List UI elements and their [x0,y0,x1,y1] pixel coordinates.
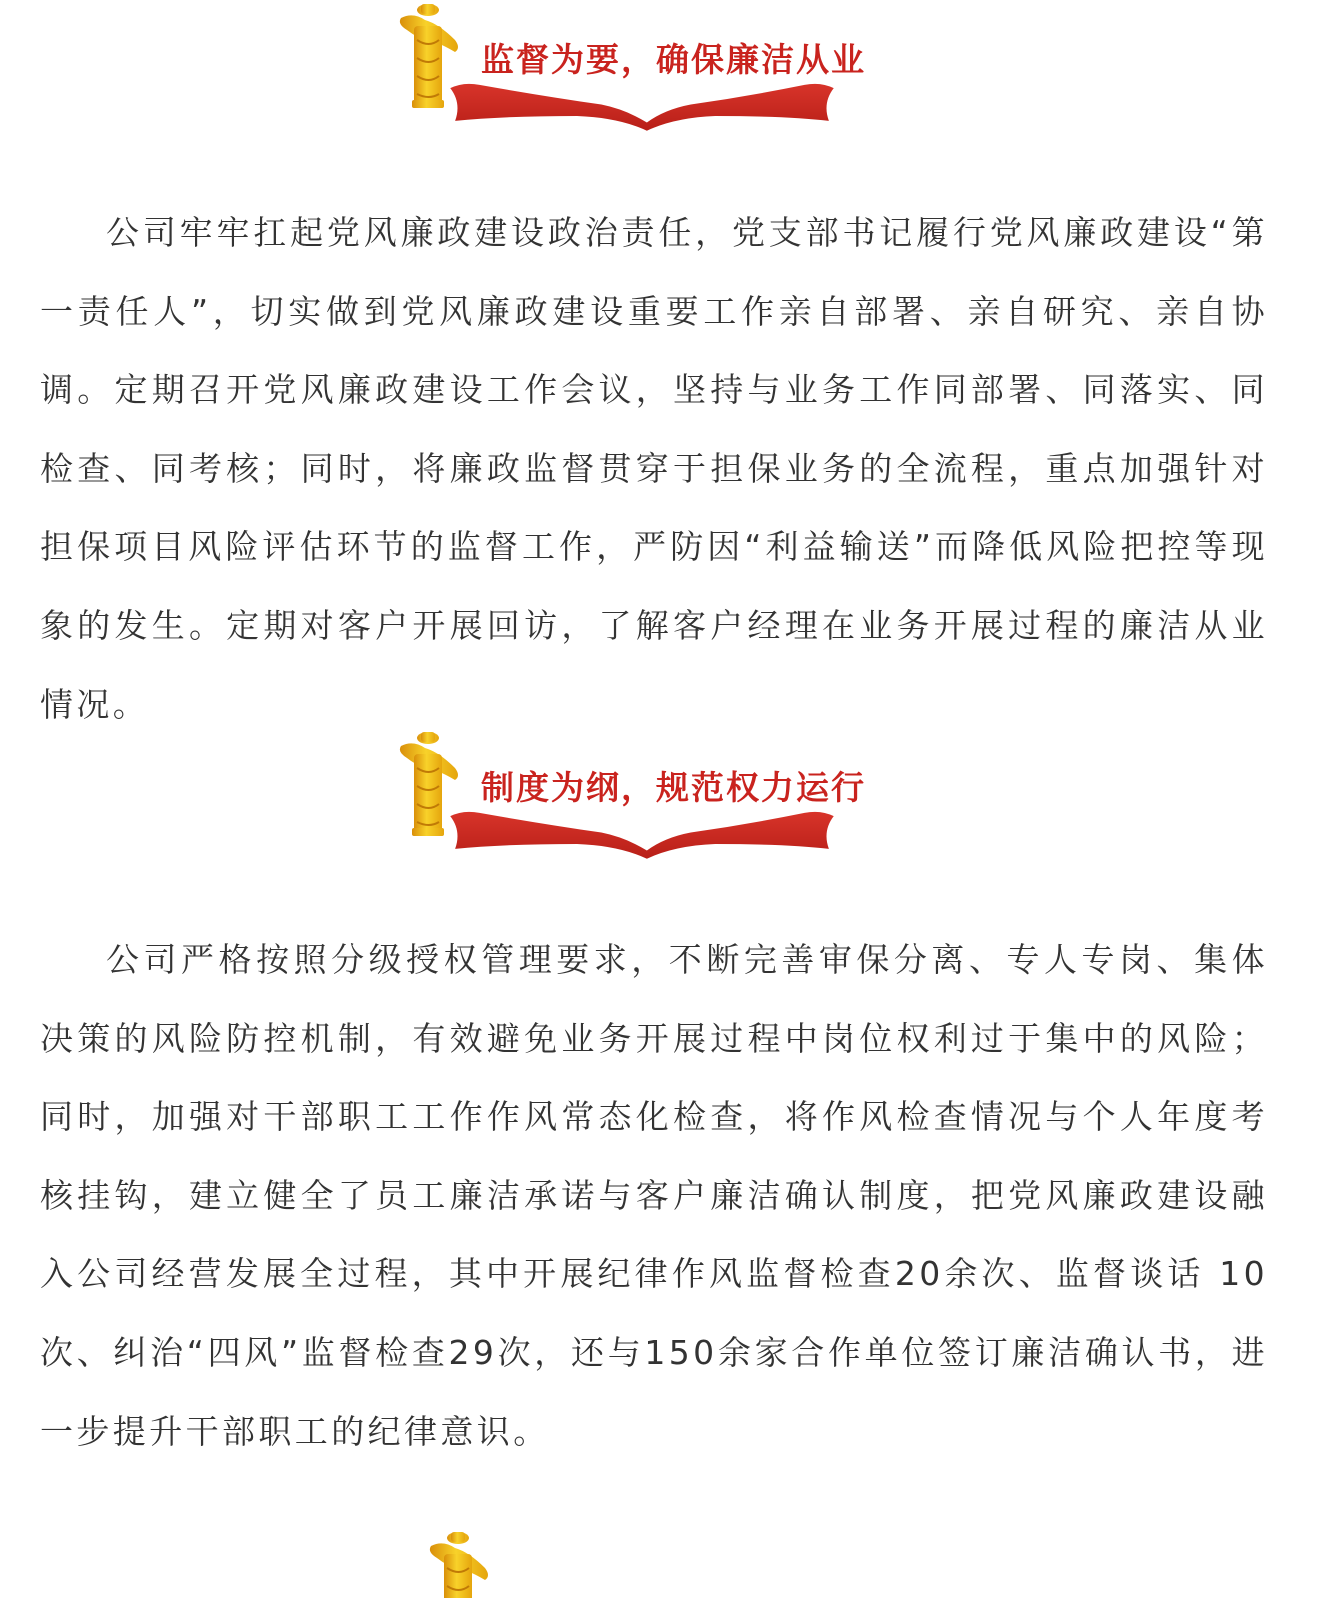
section-title: 制度为纲，规范权力运行 [481,768,866,807]
section-title: 监督为要，确保廉洁从业 [481,40,866,79]
section-paragraph: 公司严格按照分级授权管理要求，不断完善审保分离、专人专岗、集体决策的风险防控机制，有效避免业务开展过程中岗位权利过于集中的风险；同时，加强对干部职工工作作风常态化检查，将作风检查情况与个人年度考核挂钩，建立健全了员工廉洁承诺与客户廉洁确认制度，把党风廉政建设融入公司经营发展全过程，其中开展纪律作风监督检查20余次、监督谈话 10次、纠治“四风”监督检查29次，还与150余家合作单位签订廉洁确认书，进一步提升干部职工的纪律意识。 [40,940,1268,1451]
huabiao-pillar-icon [425,1528,495,1598]
red-ribbon-banner [447,808,837,862]
section-paragraph: 公司牢牢扛起党风廉政建设政治责任，党支部书记履行党风廉政建设“第一责任人”，切实做到党风廉政建设重要工作亲自部署、亲自研究、亲自协调。定期召开党风廉政建设工作会议，坚持与业务工作同部署、同落实、同检查、同考核；同时，将廉政监督贯穿于担保业务的全流程，重点加强针对担保项目风险评估环节的监督工作，严防因“利益输送”而降低风险把控等现象的发生。定期对客户开展回访，了解客户经理在业务开展过程的廉洁从业情况。 [40,213,1268,724]
red-ribbon-banner [447,80,837,134]
section-header-partial [425,1528,905,1598]
section-header [395,0,875,140]
section-header [395,728,875,868]
